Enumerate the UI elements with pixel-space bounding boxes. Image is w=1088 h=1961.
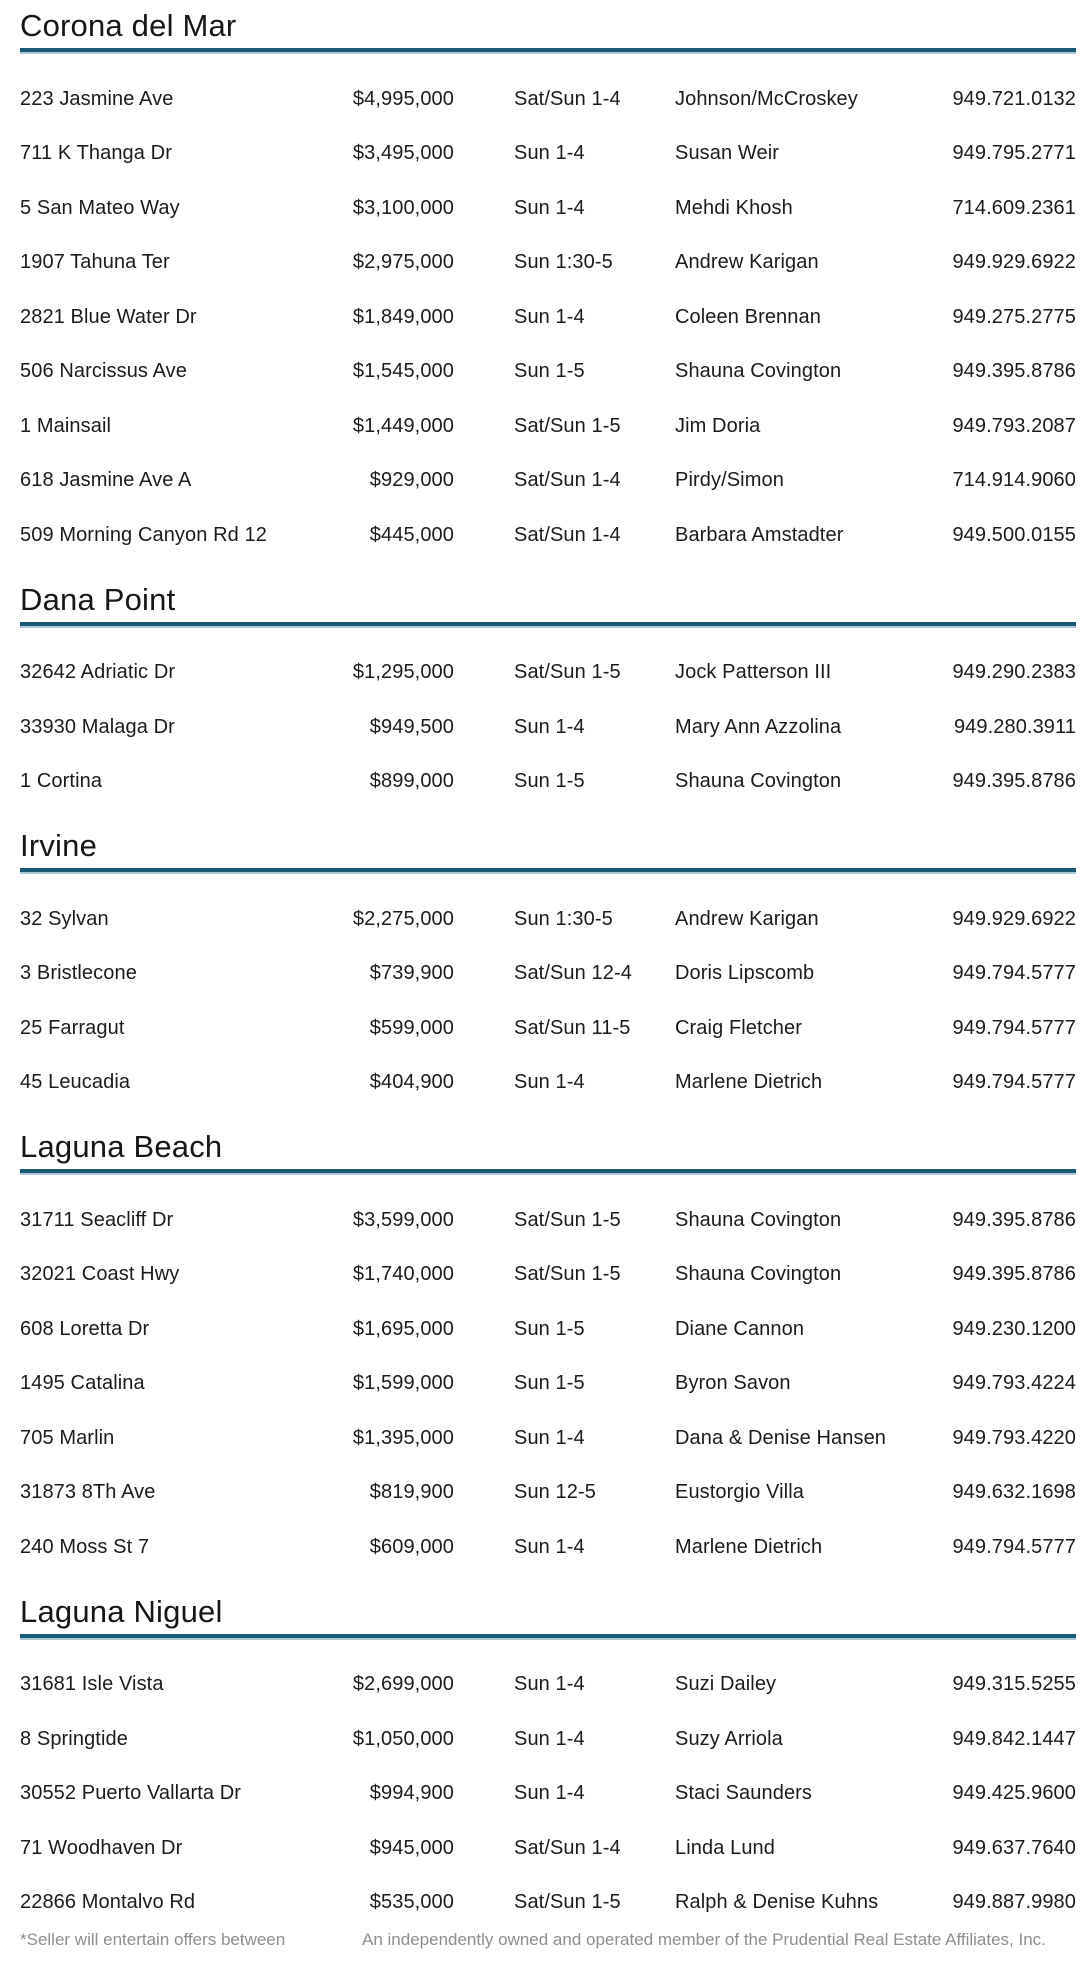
- price-cell: $819,900: [369, 1481, 454, 1504]
- price-cell: $1,395,000: [352, 1426, 454, 1449]
- agent-cell: Jock Patterson III: [675, 661, 832, 684]
- agent-cell: Byron Savon: [675, 1372, 791, 1395]
- address-cell: 711 K Thanga Dr: [20, 142, 172, 165]
- phone-cell: 949.794.5777: [952, 962, 1076, 985]
- price-cell: $1,740,000: [352, 1263, 454, 1286]
- agent-cell: Marlene Dietrich: [675, 1071, 823, 1094]
- listing-row: [20, 1658, 1076, 1713]
- phone-cell: 949.395.8786: [952, 360, 1076, 383]
- price-cell: $609,000: [369, 1535, 454, 1558]
- price-cell: $404,900: [369, 1071, 454, 1094]
- agent-cell: Craig Fletcher: [675, 1016, 802, 1039]
- phone-cell: 949.637.7640: [952, 1836, 1076, 1859]
- open-times-cell: Sun 1-4: [514, 196, 585, 219]
- listing-row: [20, 1302, 1076, 1357]
- address-cell: 8 Springtide: [20, 1727, 128, 1750]
- address-cell: 32 Sylvan: [20, 907, 109, 930]
- listing-row: [20, 1821, 1076, 1876]
- open-times-cell: Sun 1-5: [514, 360, 585, 383]
- address-cell: 1 Mainsail: [20, 414, 112, 437]
- open-times-cell: Sun 1:30-5: [514, 907, 613, 930]
- open-times-cell: Sat/Sun 1-4: [514, 469, 621, 492]
- section-heading: Laguna Beach: [20, 1129, 223, 1164]
- price-cell: $945,000: [369, 1836, 454, 1859]
- section-rows: [20, 52, 1076, 563]
- address-cell: 31873 8Th Ave: [20, 1481, 156, 1504]
- phone-cell: 949.929.6922: [952, 907, 1076, 930]
- open-times-cell: Sat/Sun 11-5: [514, 1016, 631, 1039]
- address-cell: 223 Jasmine Ave: [20, 87, 174, 110]
- section-heading: Corona del Mar: [20, 8, 237, 43]
- open-times-cell: Sun 1-4: [514, 1727, 585, 1750]
- address-cell: 31681 Isle Vista: [20, 1673, 164, 1696]
- address-cell: 32021 Coast Hwy: [20, 1263, 180, 1286]
- listing-row: [20, 1248, 1076, 1303]
- agent-cell: Dana & Denise Hansen: [675, 1426, 887, 1449]
- phone-cell: 714.914.9060: [952, 469, 1076, 492]
- address-cell: 509 Morning Canyon Rd 12: [20, 523, 267, 546]
- city-section: [20, 8, 1076, 563]
- open-times-cell: Sun 1-5: [514, 770, 585, 793]
- listing-row: [20, 947, 1076, 1002]
- listing-row: [20, 1001, 1076, 1056]
- listing-row: [20, 345, 1076, 400]
- agent-cell: Diane Cannon: [675, 1317, 805, 1340]
- agent-cell: Linda Lund: [675, 1836, 775, 1859]
- phone-cell: 949.842.1447: [952, 1727, 1076, 1750]
- section-heading: Laguna Niguel: [20, 1593, 223, 1629]
- price-cell: $2,975,000: [352, 251, 454, 274]
- phone-cell: 949.290.2383: [952, 661, 1076, 684]
- phone-cell: 949.275.2775: [952, 305, 1076, 328]
- agent-cell: Jim Doria: [675, 414, 761, 437]
- price-cell: $1,050,000: [352, 1727, 454, 1750]
- section-rows: [20, 626, 1076, 810]
- open-times-cell: Sun 1-4: [514, 305, 585, 328]
- phone-cell: 949.632.1698: [952, 1481, 1076, 1504]
- listing-row: [20, 1411, 1076, 1466]
- address-cell: 30552 Puerto Vallarta Dr: [20, 1782, 242, 1805]
- open-times-cell: Sat/Sun 1-5: [514, 661, 621, 684]
- listing-row: [20, 1056, 1076, 1111]
- section-rows: [20, 872, 1076, 1110]
- agent-cell: Staci Saunders: [675, 1782, 813, 1805]
- agent-cell: Andrew Karigan: [675, 251, 819, 274]
- phone-cell: 949.793.4220: [952, 1426, 1076, 1449]
- listing-row: [20, 755, 1076, 810]
- address-cell: 71 Woodhaven Dr: [20, 1836, 183, 1859]
- price-cell: $445,000: [369, 523, 454, 546]
- agent-cell: Doris Lipscomb: [675, 962, 815, 985]
- agent-cell: Eustorgio Villa: [675, 1481, 804, 1504]
- address-cell: 1495 Catalina: [20, 1372, 145, 1395]
- address-cell: 240 Moss St 7: [20, 1535, 150, 1558]
- phone-cell: 949.795.2771: [952, 142, 1076, 165]
- listing-row: [20, 1767, 1076, 1822]
- open-times-cell: Sun 1:30-5: [514, 251, 613, 274]
- open-times-cell: Sun 1-5: [514, 1317, 585, 1340]
- price-cell: $3,599,000: [352, 1208, 454, 1231]
- open-times-cell: Sat/Sun 1-5: [514, 1208, 621, 1231]
- open-times-cell: Sat/Sun 1-5: [514, 414, 621, 437]
- price-cell: $899,000: [369, 770, 454, 793]
- price-cell: $4,995,000: [352, 87, 454, 110]
- phone-cell: 949.500.0155: [952, 523, 1076, 546]
- city-section: [20, 1129, 1076, 1575]
- phone-cell: 949.395.8786: [952, 1208, 1076, 1231]
- price-cell: $1,849,000: [352, 305, 454, 328]
- open-times-cell: Sun 1-4: [514, 1426, 585, 1449]
- price-cell: $1,545,000: [352, 360, 454, 383]
- price-cell: $2,699,000: [352, 1673, 454, 1696]
- listing-row: [20, 454, 1076, 509]
- phone-cell: 949.280.3911: [953, 715, 1076, 738]
- phone-cell: 949.425.9600: [952, 1782, 1076, 1805]
- agent-cell: Andrew Karigan: [675, 907, 819, 930]
- price-cell: $535,000: [369, 1891, 454, 1914]
- phone-cell: 949.395.8786: [952, 1263, 1076, 1286]
- city-section: [20, 1594, 1076, 1931]
- listing-row: [20, 1193, 1076, 1248]
- address-cell: 2821 Blue Water Dr: [20, 305, 197, 328]
- open-times-cell: Sun 12-5: [514, 1481, 596, 1504]
- listing-row: [20, 236, 1076, 291]
- price-cell: $929,000: [369, 469, 454, 492]
- listing-row: [20, 399, 1076, 454]
- price-cell: $599,000: [369, 1016, 454, 1039]
- agent-cell: Shauna Covington: [675, 770, 842, 793]
- address-cell: 618 Jasmine Ave A: [20, 469, 192, 492]
- phone-cell: 949.929.6922: [952, 251, 1076, 274]
- listing-row: [20, 127, 1076, 182]
- address-cell: 5 San Mateo Way: [20, 196, 180, 219]
- listing-row: [20, 1520, 1076, 1575]
- listing-row: [20, 72, 1076, 127]
- phone-cell: 949.793.4224: [952, 1372, 1076, 1395]
- agent-cell: Shauna Covington: [675, 1208, 842, 1231]
- listing-row: [20, 1357, 1076, 1412]
- address-cell: 1 Cortina: [20, 770, 103, 793]
- phone-cell: 949.794.5777: [952, 1535, 1076, 1558]
- phone-cell: 949.793.2087: [952, 414, 1076, 437]
- listing-row: [20, 508, 1076, 563]
- agent-cell: Mehdi Khosh: [675, 196, 793, 219]
- phone-cell: 949.721.0132: [952, 87, 1076, 110]
- open-times-cell: Sat/Sun 1-5: [514, 1891, 621, 1914]
- agent-cell: Johnson/McCroskey: [675, 87, 858, 110]
- listing-row: [20, 181, 1076, 236]
- phone-cell: 714.609.2361: [952, 196, 1076, 219]
- listing-row: [20, 1876, 1076, 1931]
- open-times-cell: Sat/Sun 1-4: [514, 1836, 621, 1859]
- address-cell: 22866 Montalvo Rd: [20, 1891, 196, 1914]
- address-cell: 31711 Seacliff Dr: [20, 1208, 174, 1231]
- open-times-cell: Sun 1-4: [514, 1782, 585, 1805]
- open-times-cell: Sun 1-5: [514, 1372, 585, 1395]
- agent-cell: Coleen Brennan: [675, 305, 821, 328]
- address-cell: 25 Farragut: [20, 1016, 125, 1039]
- phone-cell: 949.230.1200: [952, 1317, 1076, 1340]
- price-cell: $994,900: [369, 1782, 454, 1805]
- address-cell: 3 Bristlecone: [20, 962, 137, 985]
- agent-cell: Shauna Covington: [675, 360, 842, 383]
- price-cell: $1,599,000: [352, 1372, 454, 1395]
- section-heading: Dana Point: [20, 581, 176, 617]
- agent-cell: Shauna Covington: [675, 1263, 842, 1286]
- address-cell: 33930 Malaga Dr: [20, 715, 175, 738]
- agent-cell: Barbara Amstadter: [675, 523, 844, 546]
- listing-row: [20, 1712, 1076, 1767]
- sections-container: [20, 8, 1076, 1930]
- price-cell: $739,900: [369, 962, 454, 985]
- open-times-cell: Sun 1-4: [514, 142, 585, 165]
- agent-cell: Marlene Dietrich: [675, 1535, 823, 1558]
- phone-cell: 949.315.5255: [952, 1673, 1076, 1696]
- price-cell: $3,100,000: [352, 196, 454, 219]
- price-cell: $949,500: [369, 715, 454, 738]
- price-cell: $1,695,000: [352, 1317, 454, 1340]
- phone-cell: 949.395.8786: [952, 770, 1076, 793]
- agent-cell: Ralph & Denise Kuhns: [675, 1891, 879, 1914]
- open-times-cell: Sun 1-4: [514, 715, 585, 738]
- open-times-cell: Sat/Sun 1-5: [514, 1263, 621, 1286]
- city-section: [20, 582, 1076, 810]
- agent-cell: Suzi Dailey: [675, 1673, 777, 1696]
- address-cell: 1907 Tahuna Ter: [20, 251, 170, 274]
- address-cell: 705 Marlin: [20, 1426, 115, 1449]
- price-cell: $1,449,000: [352, 414, 454, 437]
- listing-row: [20, 1466, 1076, 1521]
- open-times-cell: Sat/Sun 1-4: [514, 523, 621, 546]
- footer: [20, 1930, 1076, 1956]
- agent-cell: Mary Ann Azzolina: [675, 715, 842, 738]
- address-cell: 45 Leucadia: [20, 1071, 131, 1094]
- open-times-cell: Sun 1-4: [514, 1071, 585, 1094]
- open-times-cell: Sun 1-4: [514, 1673, 585, 1696]
- footer-affiliation: An independently owned and operated member of the Prudential Real Estate Affiliates, Inc.: [362, 1930, 1046, 1949]
- agent-cell: Susan Weir: [675, 142, 780, 165]
- listing-row: [20, 290, 1076, 345]
- address-cell: 506 Narcissus Ave: [20, 360, 187, 383]
- price-cell: $3,495,000: [352, 142, 454, 165]
- section-rows: [20, 1173, 1076, 1575]
- section-rows: [20, 1638, 1076, 1931]
- listing-row: [20, 700, 1076, 755]
- listing-row: [20, 892, 1076, 947]
- phone-cell: 949.794.5777: [952, 1071, 1076, 1094]
- phone-cell: 949.794.5777: [952, 1016, 1076, 1039]
- city-section: [20, 828, 1076, 1110]
- footer-disclaimer: *Seller will entertain offers between: [20, 1930, 286, 1949]
- phone-cell: 949.887.9980: [952, 1891, 1076, 1914]
- open-times-cell: Sat/Sun 1-4: [514, 87, 621, 110]
- open-times-cell: Sun 1-4: [514, 1535, 585, 1558]
- section-heading: Irvine: [20, 828, 98, 863]
- address-cell: 32642 Adriatic Dr: [20, 661, 176, 684]
- price-cell: $2,275,000: [352, 907, 454, 930]
- open-times-cell: Sat/Sun 12-4: [514, 962, 632, 985]
- agent-cell: Suzy Arriola: [675, 1727, 783, 1750]
- address-cell: 608 Loretta Dr: [20, 1317, 150, 1340]
- price-cell: $1,295,000: [352, 661, 454, 684]
- agent-cell: Pirdy/Simon: [675, 469, 784, 492]
- listing-row: [20, 646, 1076, 701]
